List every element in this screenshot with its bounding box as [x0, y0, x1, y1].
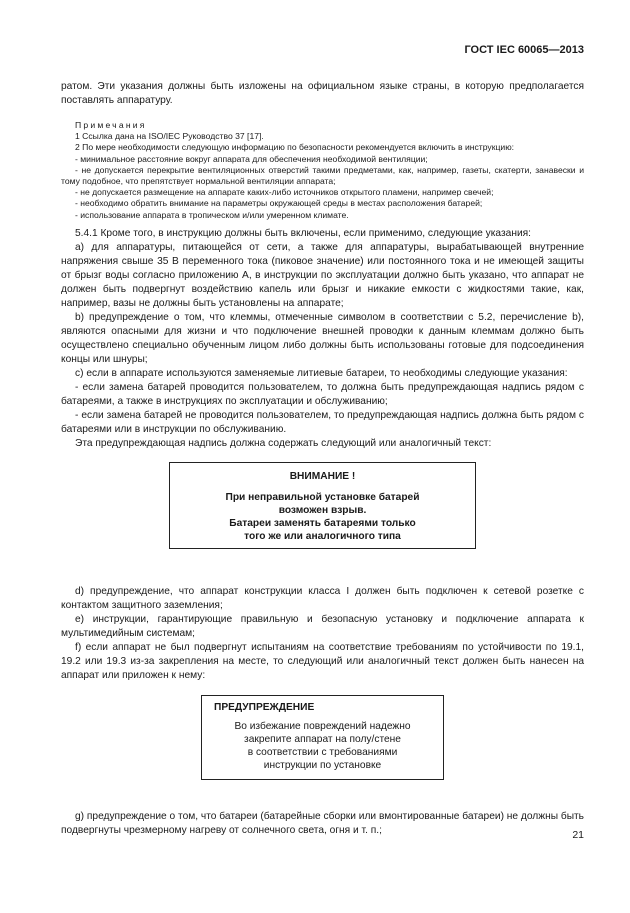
section-paragraph: - если замена батарей проводится пользователем, то должна быть предупреждающая надпись рядом с батареями, а также в инструкциях по эксплуатации и обслуживанию;: [61, 381, 584, 407]
section-paragraph: f) если аппарат не был подвергнут испытаниям на соответствие требованиям по устойчивости по 19.1, 19.2 или 19.3 из-за закрепления на месте, то следующий или аналогичный текст должен быть нанесен на аппарат или приложен к нему:: [61, 641, 584, 681]
page-body: [61, 80, 584, 838]
warning-box: [169, 462, 476, 549]
notes-title: Примечания: [75, 120, 147, 130]
page-number: 21: [572, 829, 584, 841]
notes-block: [61, 120, 584, 221]
caution-box-line: Во избежание повреждений надежно: [234, 720, 411, 732]
section-paragraph: a) для аппаратуры, питающейся от сети, а также для аппаратуры, вырабатывающей внутренние напряжения свыше 35 В переменного тока (пиковое значение) или постоянного тока и не имеющей защиты от брызг воды согласно приложению А, в инструкции по эксплуатации должно быть указано, что аппарат не должен быть подвергнут воздействию капель или брызг и никакие емкости с жидкостями такие, как, например, вазы не должны быть установлены на аппарате;: [61, 241, 584, 309]
note-line: - необходимо обратить внимание на параметры окружающей среды в местах расположения батарей;: [75, 198, 483, 209]
section-paragraph: 5.4.1 Кроме того, в инструкцию должны быть включены, если применимо, следующие указания:: [75, 227, 531, 239]
section-paragraph: Эта предупреждающая надпись должна содержать следующий или аналогичный текст:: [75, 437, 492, 449]
caution-box-title: ПРЕДУПРЕЖДЕНИЕ: [214, 701, 315, 713]
intro-paragraph: ратом. Эти указания должны быть изложены на официальном языке страны, в которую предполагается поставлять аппаратуру.: [61, 81, 584, 106]
caution-box: [201, 695, 444, 780]
warning-box-line: возможен взрыв.: [278, 504, 367, 516]
note-line: 1 Ссылка дана на ISO/IEC Руководство 37 [17].: [75, 131, 264, 142]
warning-box-line: того же или аналогичного типа: [244, 530, 401, 542]
note-line: - минимальное расстояние вокруг аппарата для обеспечения необходимой вентиляции;: [75, 153, 428, 164]
note-line: 2 По мере необходимости следующую информацию по безопасности рекомендуется включить в инструкцию:: [75, 142, 515, 153]
note-line: - не допускается перекрытие вентиляционных отверстий такими предметами, как, например, газеты, скатерти, занавески и тому подобное, что препятствует нормальной вентиляции аппарата;: [61, 164, 584, 187]
caution-box-line: закрепите аппарат на полу/стене: [244, 733, 401, 745]
section-paragraph: g) предупреждение о том, что батареи (батарейные сборки или вмонтированные батареи) не должны быть подвергнуты чрезмерному нагреву от солнечного света, огня и т. п.;: [61, 810, 584, 836]
note-line: - использование аппарата в тропическом и/или умеренном климате.: [75, 209, 349, 220]
section-paragraph: d) предупреждение, что аппарат конструкции класса I должен быть подключен к сетевой розетке с контактом защитного заземления;: [61, 585, 584, 611]
warning-box-line: При неправильной установке батарей: [225, 491, 420, 503]
caution-box-line: в соответствии с требованиями: [247, 746, 398, 758]
section-paragraph: c) если в аппарате используются заменяемые литиевые батареи, то необходимы следующие указания:: [75, 367, 568, 379]
document-header: ГОСТ IEC 60065—2013: [464, 44, 584, 56]
note-line: - не допускается размещение на аппарате каких-либо источников открытого пламени, например свечей;: [75, 187, 494, 198]
section-paragraph: e) инструкции, гарантирующие правильную и безопасную установку и подключение аппарата к мультимедийным системам;: [61, 613, 584, 639]
warning-box-line: Батареи заменять батареями только: [229, 517, 416, 529]
section-paragraph: b) предупреждение о том, что клеммы, отмеченные символом в соответствии с 5.2, перечисление b), являются опасными для жизни и что подключение внешней проводки к данным клеммам должно быть осуществлено специально обученным лицом либо должны быть использованы готовые для подсоединения концы или шнуры;: [61, 311, 584, 365]
caution-box-line: инструкции по установке: [263, 759, 382, 771]
section-paragraph: - если замена батарей не проводится пользователем, то предупреждающая надпись должна быть рядом с батареями или в инструкции по обслуживанию.: [61, 409, 584, 435]
warning-box-title: ВНИМАНИЕ !: [289, 470, 356, 482]
